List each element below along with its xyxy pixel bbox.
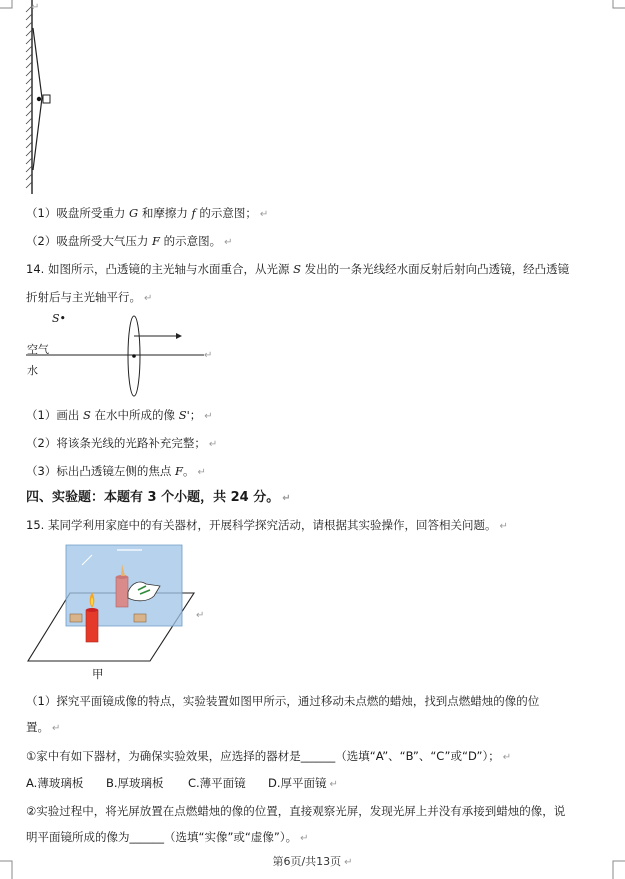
q14-stem-line-1: 14. 如图所示，凸透镜的主光轴与水面重合，从光源 S 发出的一条光线经水面反射后射向凸透镜，经凸透镜 [26,262,570,276]
option-a: A.薄玻璃板 [26,776,84,790]
corner-mark-top-left [0,0,24,24]
q15-stem: 15. 某同学利用家庭中的有关器材，开展科学探究活动，请根据其实验操作，回答相关问题。 ↵ [26,518,508,532]
lens-air-label: 空气 [27,343,49,356]
q14-stem-line-2: 折射后与主光轴平行。 ↵ [26,290,153,304]
q14-item-3: （3）标出凸透镜左侧的焦点 F。 ↵ [26,464,206,478]
return-mark: ↵ [31,2,40,13]
lens-source-label: S• [52,312,67,325]
option-d: D.厚平面镜 [268,776,327,790]
option-c: C.薄平面镜 [188,776,246,790]
q13-item-1: （1）吸盘所受重力 G 和摩擦力 f 的示意图； ↵ [26,206,269,220]
figure-label-jia: 甲 [92,667,104,681]
q15-sub-2-line-1: ②实验过程中，将光屏放置在点燃蜡烛的像的位置，直接观察光屏，发现光屏上并没有承接到蜡烛的像，说 [26,804,566,818]
svg-text:↵: ↵ [196,610,205,621]
corner-mark-top-right [601,0,625,24]
q14-item-2: （2）将该条光线的光路补充完整； ↵ [26,436,218,450]
lens-water-label: 水 [27,364,38,377]
q15-item-1-line-1: （1）探究平面镜成像的特点，实验装置如图甲所示，通过移动未点燃的蜡烛，找到点燃蜡烛的像的位 [26,694,540,708]
section-heading: 四、实验题：本题有 3 个小题，共 24 分。 ↵ [26,490,291,505]
q15-item-1-line-2: 置。 ↵ [26,720,61,734]
q15-sub-1: ①家中有如下器材，为确保实验效果，应选择的器材是______（选填“A”、“B”、“C”或“D”）； ↵ [26,749,512,763]
svg-text:↵: ↵ [204,350,213,361]
option-b: B.厚玻璃板 [106,776,164,790]
q13-item-2: （2）吸盘所受大气压力 F 的示意图。 ↵ [26,234,233,248]
mirror-experiment-figure [22,540,212,665]
q15-options: A.薄玻璃板 B.厚玻璃板 C.薄平面镜 D.厚平面镜 ↵ [26,776,338,790]
suction-cup-figure [22,0,82,196]
page-footer: 第6页/共13页 ↵ [272,855,353,868]
q15-sub-2-line-2: 明平面镜所成的像为______（选填“实像”或“虚像”）。 ↵ [26,830,309,844]
q14-item-1: （1）画出 S 在水中所成的像 S'； ↵ [26,408,213,422]
